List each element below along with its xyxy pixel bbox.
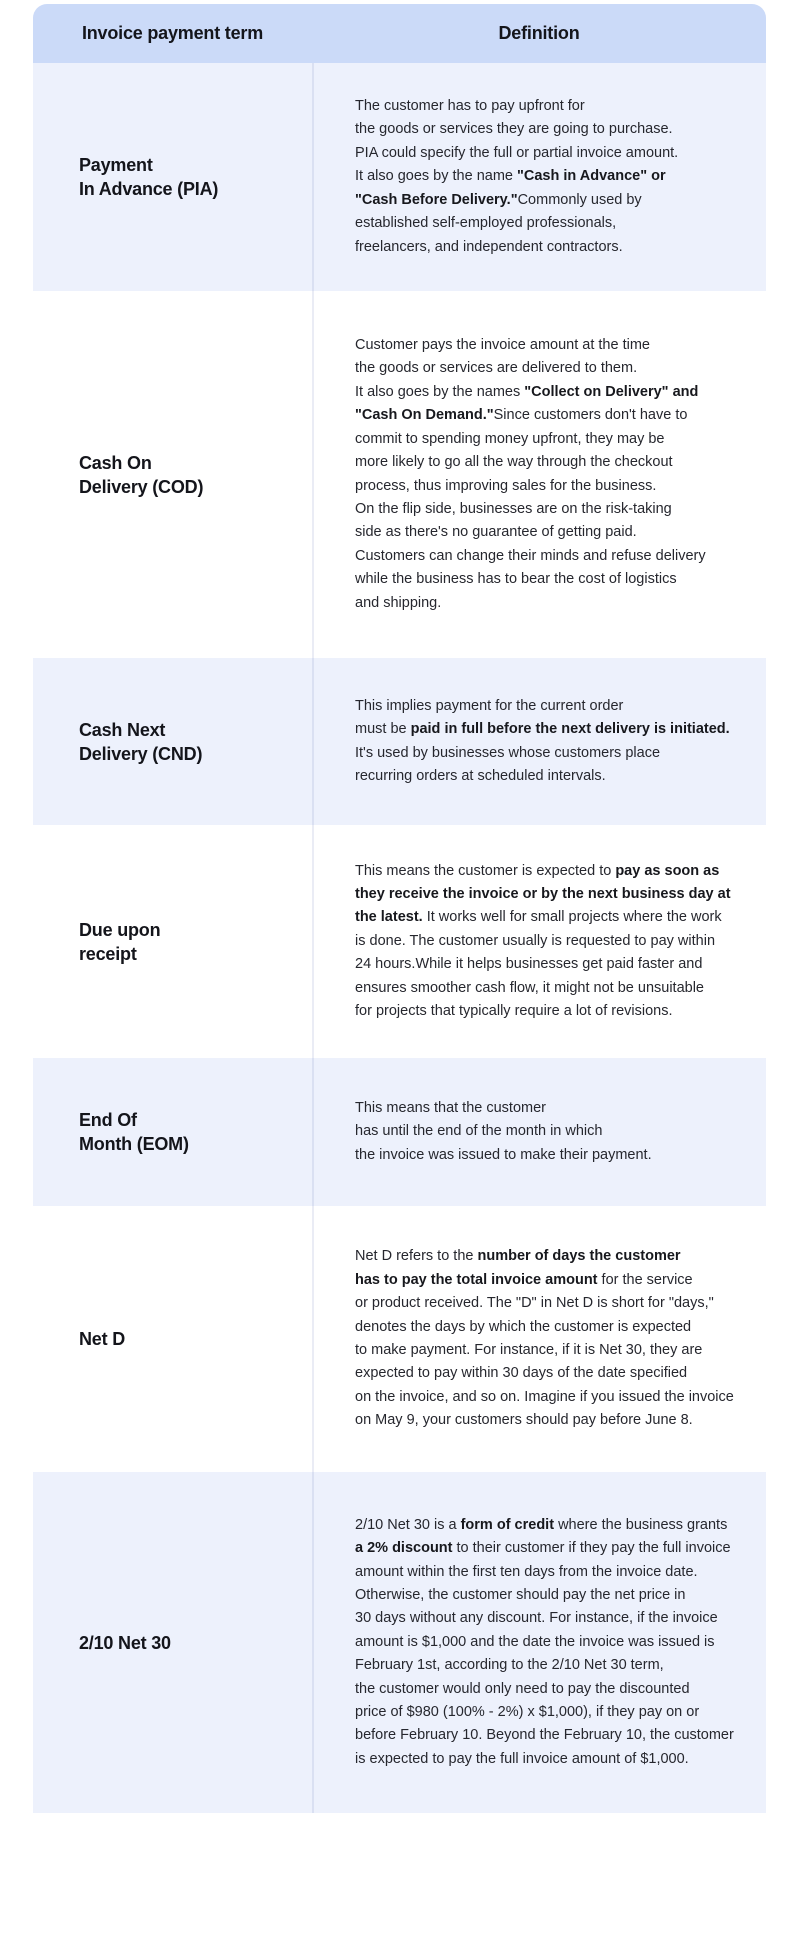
term-cell bbox=[33, 1058, 312, 1206]
term-cell bbox=[33, 63, 312, 291]
definition-cell bbox=[312, 658, 766, 825]
term-line: In Advance (PIA) bbox=[79, 179, 219, 199]
definition-line: has until the end of the month in which bbox=[355, 1123, 603, 1140]
table-row bbox=[33, 825, 766, 1058]
term-cell bbox=[33, 825, 312, 1058]
term-line: End Of bbox=[79, 1110, 137, 1130]
definition-line: ensures smoother cash flow, it might not be unsuitable bbox=[355, 979, 704, 996]
term-line: Net D bbox=[79, 1329, 126, 1349]
term-line: Payment bbox=[79, 155, 153, 175]
table-header-row bbox=[33, 4, 766, 63]
definition-line: It's used by businesses whose customers place bbox=[355, 744, 661, 761]
definition-line: commit to spending money upfront, they may be bbox=[355, 430, 665, 447]
definition-line: on May 9, your customers should pay before June 8. bbox=[355, 1412, 693, 1429]
table-row bbox=[33, 1058, 766, 1206]
definition-line: expected to pay within 30 days of the date specified bbox=[355, 1365, 688, 1382]
definition-line: must be paid in full before the next delivery is initiated. bbox=[355, 721, 730, 738]
invoice-payment-terms-table bbox=[33, 4, 766, 1813]
definition-line: "Cash Before Delivery."Commonly used by bbox=[355, 191, 642, 208]
definition-line: side as there's no guarantee of getting paid. bbox=[355, 524, 637, 541]
definition-line: they receive the invoice or by the next business day at bbox=[355, 885, 731, 902]
definition-line: freelancers, and independent contractors. bbox=[355, 238, 623, 255]
definition-line: Customer pays the invoice amount at the time bbox=[355, 337, 650, 354]
table-row bbox=[33, 1206, 766, 1472]
term-line: Cash Next bbox=[79, 719, 166, 740]
definition-line: is expected to pay the full invoice amount of $1,000. bbox=[355, 1750, 689, 1767]
definition-line: 2/10 Net 30 is a form of credit where the business grants bbox=[355, 1516, 728, 1533]
definition-cell bbox=[312, 63, 766, 291]
table-body bbox=[33, 63, 766, 1813]
table-row bbox=[33, 291, 766, 658]
definition-line: denotes the days by which the customer is expected bbox=[355, 1318, 692, 1335]
definition-line: PIA could specify the full or partial invoice amount. bbox=[355, 144, 679, 161]
definition-line: before February 10. Beyond the February 10, the customer bbox=[355, 1727, 734, 1744]
term-line: Cash On bbox=[79, 452, 152, 473]
definition-line: while the business has to bear the cost of logistics bbox=[355, 571, 677, 588]
term-line: Delivery (CND) bbox=[79, 743, 203, 764]
definition-cell bbox=[312, 825, 766, 1058]
definition-line: 30 days without any discount. For instance, if the invoice bbox=[355, 1610, 718, 1627]
term-cell bbox=[33, 1206, 312, 1472]
definition-line: established self-employed professionals, bbox=[355, 215, 617, 232]
definition-line: On the flip side, businesses are on the risk-taking bbox=[355, 500, 672, 517]
header-invoice-payment-term: Invoice payment term bbox=[81, 23, 264, 43]
definition-cell bbox=[312, 1058, 766, 1206]
term-line: receipt bbox=[79, 943, 137, 964]
term-line: Delivery (COD) bbox=[79, 476, 204, 497]
definition-line: the latest. It works well for small projects where the work bbox=[355, 909, 722, 926]
definition-cell bbox=[312, 291, 766, 658]
definition-line: and shipping. bbox=[355, 594, 442, 611]
header-definition: Definition bbox=[498, 23, 580, 43]
definition-line: for projects that typically require a lot of revisions. bbox=[355, 1003, 673, 1020]
definition-line: the goods or services they are going to purchase. bbox=[355, 121, 673, 138]
term-line: Due upon bbox=[79, 919, 161, 940]
definition-line: This means the customer is expected to pay as soon as bbox=[355, 862, 720, 879]
definition-line: the invoice was issued to make their payment. bbox=[355, 1146, 652, 1163]
term-cell bbox=[33, 291, 312, 658]
definition-line: price of $980 (100% - 2%) x $1,000), if they pay on or bbox=[355, 1704, 700, 1721]
definition-line: recurring orders at scheduled intervals. bbox=[355, 767, 606, 784]
term-line: 2/10 Net 30 bbox=[79, 1632, 171, 1653]
definition-line: a 2% discount to their customer if they pay the full invoice bbox=[355, 1540, 731, 1557]
definition-line: Customers can change their minds and refuse delivery bbox=[355, 547, 706, 564]
term-line: Month (EOM) bbox=[79, 1134, 189, 1154]
table-row bbox=[33, 63, 766, 291]
definition-line: or product received. The "D" in Net D is short for "days," bbox=[355, 1295, 714, 1312]
definition-line: the goods or services are delivered to them. bbox=[355, 360, 638, 377]
definition-line: It also goes by the name "Cash in Advance" or bbox=[355, 168, 666, 185]
definition-line: The customer has to pay upfront for bbox=[355, 98, 585, 115]
table-row bbox=[33, 1472, 766, 1813]
term-cell bbox=[33, 1472, 312, 1813]
definition-line: is done. The customer usually is requested to pay within bbox=[355, 932, 716, 949]
definition-line: Net D refers to the number of days the customer bbox=[355, 1248, 681, 1265]
table-row bbox=[33, 658, 766, 825]
definition-line: This implies payment for the current order bbox=[355, 697, 624, 714]
definition-line: 24 hours.While it helps businesses get paid faster and bbox=[355, 956, 703, 973]
definition-line: February 1st, according to the 2/10 Net 30 term, bbox=[355, 1657, 664, 1674]
definition-line: the customer would only need to pay the discounted bbox=[355, 1680, 690, 1697]
definition-line: to make payment. For instance, if it is Net 30, they are bbox=[355, 1342, 703, 1358]
definition-line: This means that the customer bbox=[355, 1099, 546, 1116]
definition-line: Otherwise, the customer should pay the net price in bbox=[355, 1586, 686, 1603]
definition-line: has to pay the total invoice amount for the service bbox=[355, 1271, 693, 1288]
definition-line: process, thus improving sales for the business. bbox=[355, 477, 657, 494]
term-cell bbox=[33, 658, 312, 825]
definition-line: "Cash On Demand."Since customers don't have to bbox=[355, 407, 688, 424]
definition-line: on the invoice, and so on. Imagine if you issued the invoice bbox=[355, 1388, 734, 1405]
definition-line: amount within the first ten days from the invoice date. bbox=[355, 1563, 698, 1580]
definition-line: more likely to go all the way through the checkout bbox=[355, 454, 673, 471]
definition-line: It also goes by the names "Collect on Delivery" and bbox=[355, 383, 699, 400]
definition-cell bbox=[312, 1472, 766, 1813]
definition-cell bbox=[312, 1206, 766, 1472]
definition-line: amount is $1,000 and the date the invoice was issued is bbox=[355, 1633, 715, 1650]
